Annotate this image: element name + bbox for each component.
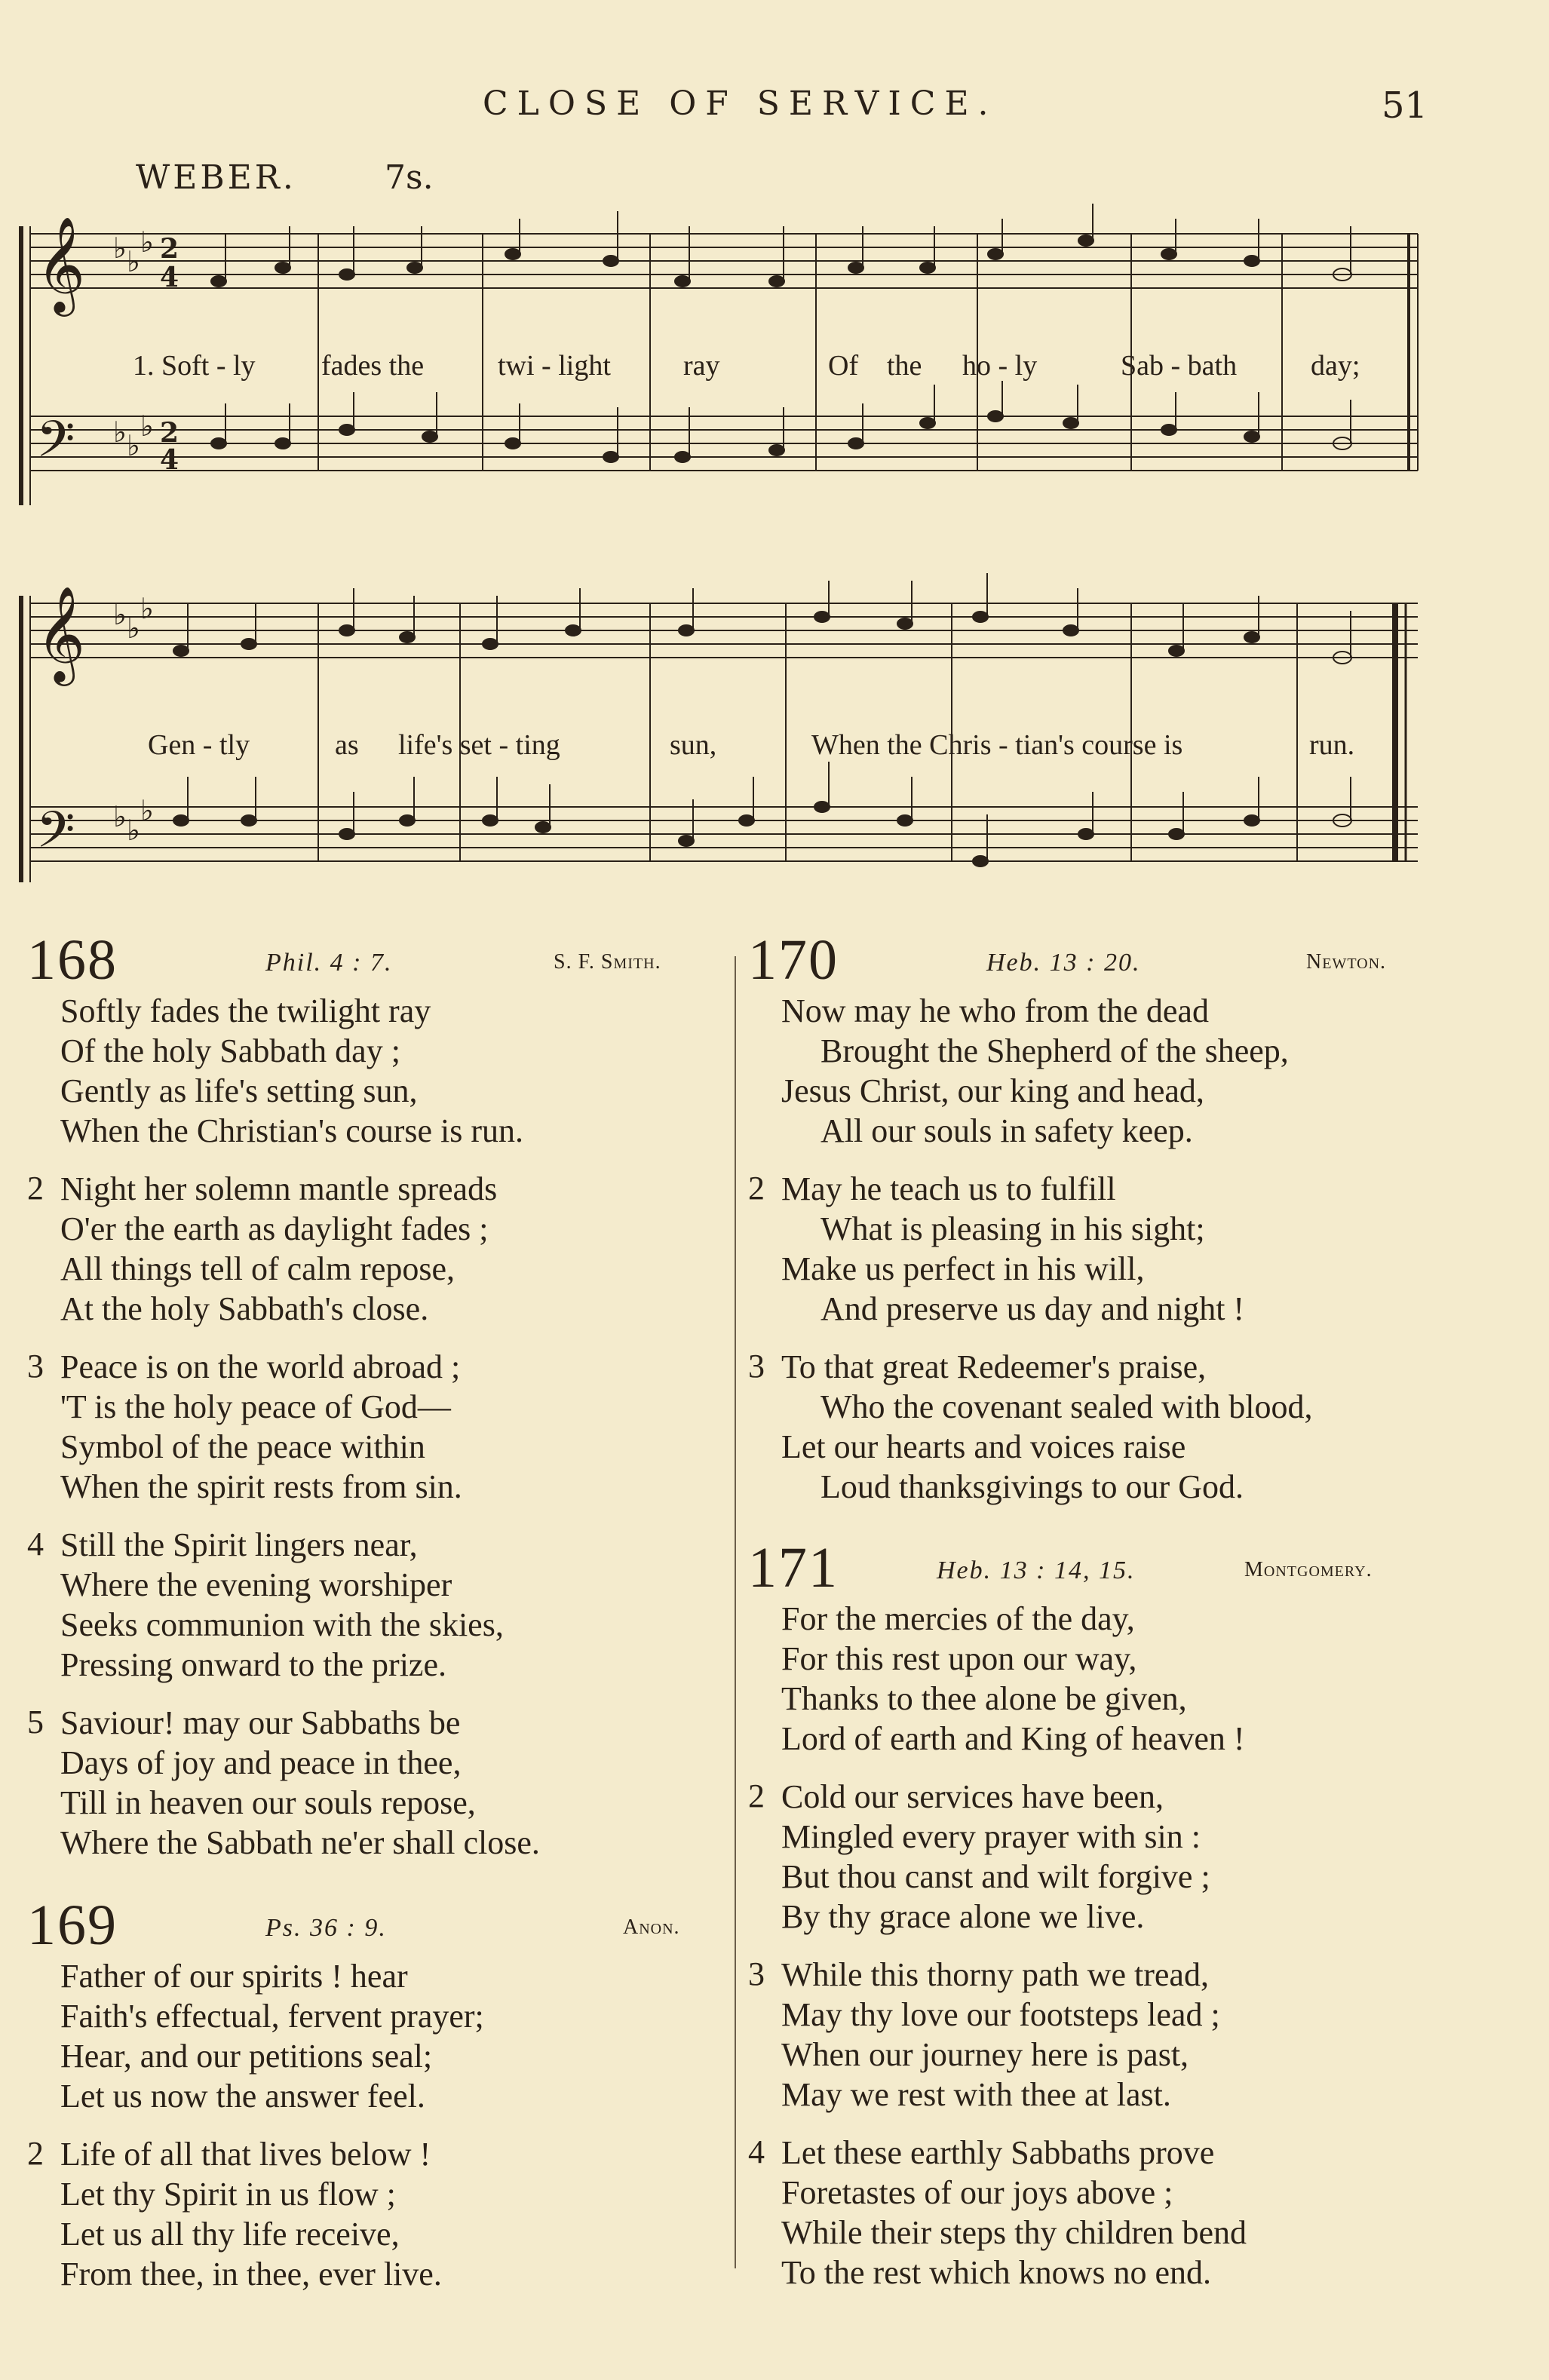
tune-name: WEBER.: [136, 158, 296, 197]
verse-line: Now may he who from the dead: [781, 992, 1209, 1029]
lyric-syllable: the: [887, 350, 922, 382]
verse-line: And preserve us day and night !: [821, 1290, 1245, 1327]
verse-line: Of the holy Sabbath day ;: [60, 1032, 400, 1069]
lyric-syllable: as: [335, 729, 359, 761]
svg-text:♭: ♭: [127, 612, 140, 645]
verse-line: Still the Spirit lingers near,: [60, 1526, 418, 1563]
scripture-reference: Heb. 13 : 20.: [986, 949, 1141, 977]
verse-line: Night her solemn mantle spreads: [60, 1170, 498, 1207]
lyric-syllable: life's set - ting: [398, 729, 560, 761]
verse-line: Loud thanksgivings to our God.: [821, 1468, 1244, 1505]
verse-line: To the rest which knows no end.: [781, 2254, 1212, 2291]
svg-text:♭: ♭: [140, 794, 154, 827]
lyric-syllable: Sab - bath: [1121, 350, 1238, 382]
stanza-1: [748, 991, 1502, 1151]
verse-line: Let these earthly Sabbaths prove: [781, 2134, 1215, 2171]
verse-line: 'T is the holy peace of God—: [60, 1388, 451, 1425]
verse-line: To that great Redeemer's praise,: [781, 1348, 1207, 1385]
scripture-reference: Heb. 13 : 14, 15.: [937, 1557, 1136, 1584]
verse-line: Till in heaven our souls repose,: [60, 1784, 476, 1821]
stanza-number: 5: [27, 1704, 44, 1741]
verse-line: From thee, in thee, ever live.: [60, 2256, 442, 2293]
verse-line: Let our hearts and voices raise: [781, 1428, 1186, 1465]
lyric-syllable: 1. Soft - ly: [133, 350, 256, 382]
verse-line: May thy love our footsteps lead ;: [781, 1996, 1220, 2033]
verse-line: Mingled every prayer with sin :: [781, 1818, 1201, 1855]
lyric-syllable: ho - ly: [962, 350, 1038, 382]
svg-text:♭: ♭: [127, 245, 140, 278]
verse-line: Pressing onward to the prize.: [60, 1646, 446, 1683]
lyric-syllable: Of: [828, 350, 859, 382]
stanza-1: [27, 1956, 706, 2116]
stanza-number: 4: [748, 2133, 765, 2170]
svg-text:♭: ♭: [127, 814, 140, 847]
svg-text:♭: ♭: [140, 409, 154, 443]
verse-line: Softly fades the twilight ray: [60, 992, 431, 1029]
verse-line: Days of joy and peace in thee,: [60, 1744, 462, 1781]
svg-text:♭: ♭: [127, 429, 140, 462]
verse-line: Peace is on the world abroad ;: [60, 1348, 461, 1385]
stanza-2: [27, 1169, 706, 1329]
column-divider: [735, 956, 736, 2268]
stanza-number: 3: [27, 1348, 44, 1385]
verse-line: When the spirit rests from sin.: [60, 1468, 462, 1505]
lyric-syllable: day;: [1311, 350, 1360, 382]
svg-text:𝄢: 𝄢: [36, 410, 75, 480]
verse-line: Let us now the answer feel.: [60, 2078, 425, 2115]
verse-line: While this thorny path we tread,: [781, 1956, 1209, 1993]
stanza-number: 3: [748, 1348, 765, 1385]
lyric-syllable: fades the: [321, 350, 425, 382]
stanza-5: [27, 1703, 706, 1863]
verse-line: Saviour! may our Sabbaths be: [60, 1704, 461, 1741]
stanza-number: 4: [27, 1526, 44, 1563]
lyric-syllable: When the Chris - tian's course is: [811, 729, 1183, 761]
hymn-168: [27, 928, 706, 1881]
verse-line: While their steps thy children bend: [781, 2214, 1247, 2251]
hymn-number: 171: [748, 1536, 839, 1599]
stanza-number: 2: [27, 2135, 44, 2172]
verse-line: Thanks to thee alone be given,: [781, 1680, 1187, 1717]
stanza-4: [748, 2133, 1502, 2293]
scripture-reference: Phil. 4 : 7.: [265, 949, 393, 977]
page-header: [0, 84, 1549, 130]
stanza-3: [27, 1347, 706, 1507]
verse-line: Hear, and our petitions seal;: [60, 2038, 433, 2075]
verse-line: Gently as life's setting sun,: [60, 1072, 418, 1109]
verse-line: Foretastes of our joys above ;: [781, 2174, 1173, 2211]
lyric-syllable: Gen - tly: [148, 729, 250, 761]
svg-text:4: 4: [160, 444, 179, 476]
verse-line: All things tell of calm repose,: [60, 1250, 455, 1287]
svg-text:♭: ♭: [113, 416, 127, 449]
lyric-syllable: sun,: [670, 729, 717, 761]
stanza-number: 2: [748, 1777, 765, 1814]
verse-line: Who the covenant sealed with blood,: [821, 1388, 1313, 1425]
verse-line: Let thy Spirit in us flow ;: [60, 2176, 396, 2213]
hymn-author: Montgomery.: [1244, 1558, 1373, 1581]
svg-text:♭: ♭: [113, 232, 127, 265]
stanza-number: 2: [27, 1170, 44, 1207]
verse-line: But thou canst and wilt forgive ;: [781, 1858, 1210, 1895]
verse-line: Jesus Christ, our king and head,: [781, 1072, 1204, 1109]
svg-text:𝄞: 𝄞: [36, 585, 86, 682]
stanza-number: 3: [748, 1955, 765, 1992]
verse-line: O'er the earth as daylight fades ;: [60, 1210, 489, 1247]
staff-lines: [30, 234, 1418, 288]
verse-line: May we rest with thee at last.: [781, 2076, 1171, 2113]
lyric-syllable: ray: [683, 350, 720, 382]
verse-line: May he teach us to fulfill: [781, 1170, 1116, 1207]
verse-line: Lord of earth and King of heaven !: [781, 1720, 1245, 1757]
verse-line: Seeks communion with the skies,: [60, 1606, 504, 1643]
hymn-number: 170: [748, 928, 839, 992]
stanza-number: 2: [748, 1170, 765, 1207]
lyric-syllable: twi - light: [498, 350, 611, 382]
verse-line: Brought the Shepherd of the sheep,: [821, 1032, 1289, 1069]
verse-line: Where the evening worshiper: [60, 1566, 452, 1603]
music-score: [0, 204, 1549, 928]
stanza-3: [748, 1955, 1502, 2115]
verse-line: Faith's effectual, fervent prayer;: [60, 1998, 484, 2035]
hymn-author: Newton.: [1306, 950, 1387, 974]
svg-text:4: 4: [160, 262, 179, 293]
svg-text:♭: ♭: [113, 598, 127, 631]
hymn-number: 168: [27, 928, 118, 992]
stanza-3: [748, 1347, 1502, 1507]
svg-text:♭: ♭: [113, 800, 127, 833]
verse-line: At the holy Sabbath's close.: [60, 1290, 429, 1327]
hymn-170: [748, 928, 1502, 1525]
svg-text:♭: ♭: [140, 225, 154, 259]
svg-text:𝄢: 𝄢: [36, 801, 75, 871]
verse-line: Make us perfect in his will,: [781, 1250, 1145, 1287]
verse-line: When our journey here is past,: [781, 2036, 1189, 2073]
verse-line: Let us all thy life receive,: [60, 2216, 400, 2253]
verse-line: By thy grace alone we live.: [781, 1898, 1145, 1935]
verse-line: Life of all that lives below !: [60, 2136, 431, 2173]
hymn-author: Anon.: [623, 1915, 680, 1939]
verse-line: Father of our spirits ! hear: [60, 1958, 408, 1995]
stanza-2: [748, 1169, 1502, 1329]
svg-text:♭: ♭: [140, 592, 154, 625]
verse-line: All our souls in safety keep.: [821, 1112, 1193, 1149]
tune-meter: 7s.: [385, 158, 434, 197]
svg-text:𝄞: 𝄞: [36, 216, 86, 312]
verse-line: When the Christian's course is run.: [60, 1112, 524, 1149]
hymn-number: 169: [27, 1894, 118, 1957]
page-number: 51: [1382, 84, 1428, 127]
verse-line: For the mercies of the day,: [781, 1600, 1135, 1637]
running-title: CLOSE OF SERVICE.: [483, 84, 998, 123]
stanza-2: [748, 1777, 1502, 1937]
svg-text:2: 2: [160, 233, 179, 265]
verse-line: Cold our services have been,: [781, 1778, 1164, 1815]
verse-line: Symbol of the peace within: [60, 1428, 425, 1465]
stanza-1: [27, 991, 706, 1151]
stanza-2: [27, 2134, 706, 2294]
scripture-reference: Ps. 36 : 9.: [265, 1914, 387, 1942]
hymn-author: S. F. Smith.: [554, 950, 661, 974]
stanza-1: [748, 1599, 1502, 1759]
hymn-169: [27, 1894, 706, 2312]
verse-line: For this rest upon our way,: [781, 1640, 1137, 1677]
lyric-syllable: run.: [1309, 729, 1355, 761]
svg-text:2: 2: [160, 417, 179, 449]
hymn-171: [748, 1536, 1502, 2311]
stanza-4: [27, 1525, 706, 1685]
verse-line: What is pleasing in his sight;: [821, 1210, 1205, 1247]
verse-line: Where the Sabbath ne'er shall close.: [60, 1824, 540, 1861]
